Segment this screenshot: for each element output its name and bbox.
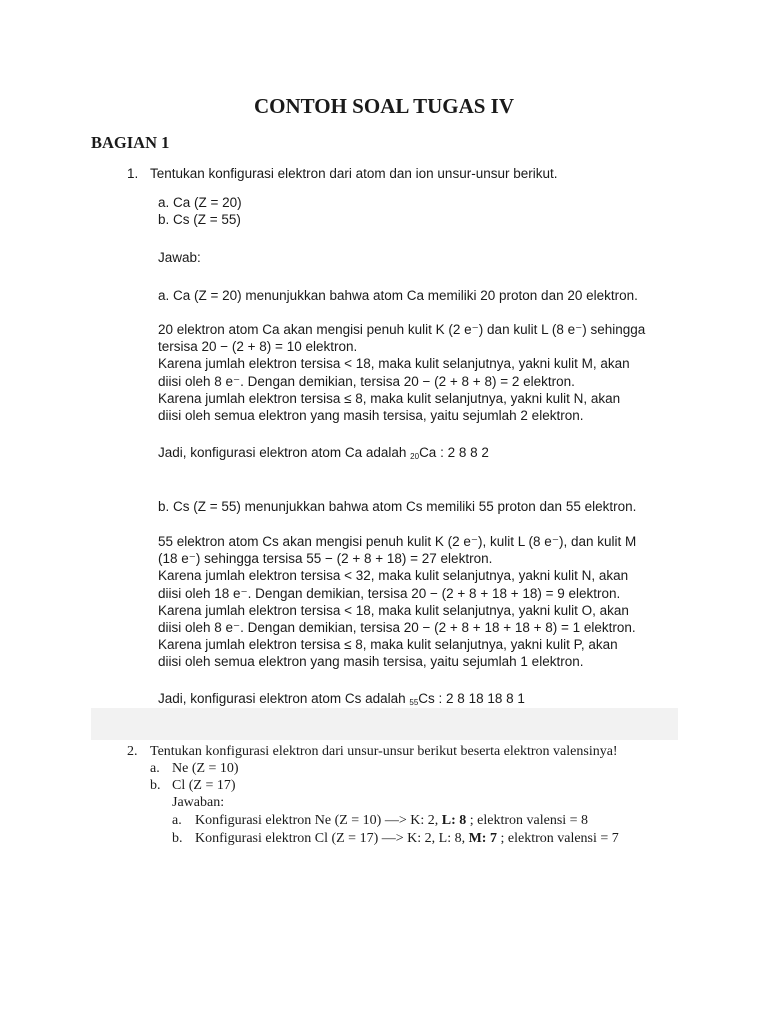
ne-valence-shell: L: 8: [441, 813, 467, 828]
cs-line: diisi oleh semua elektron yang masih tersisa, yaitu sejumlah 1 elektron.: [158, 654, 584, 670]
cl-valence-shell: M: 7: [468, 831, 497, 846]
separator-band: [91, 708, 678, 740]
section-heading: BAGIAN 1: [91, 133, 170, 152]
ca-line: 20 elektron atom Ca akan mengisi penuh kulit K (2 e⁻) dan kulit L (8 e⁻) sehingga: [158, 322, 646, 337]
cs-explanation: [158, 533, 636, 671]
cs-line: Karena jumlah elektron tersisa < 18, maka kulit selanjutnya, yakni kulit O, akan: [158, 602, 629, 618]
cs-line: Karena jumlah elektron tersisa < 32, maka kulit selanjutnya, yakni kulit N, akan: [158, 568, 629, 584]
q2-answer-label: Jawaban:: [172, 795, 225, 810]
option-b: b. Cs (Z = 55): [158, 212, 241, 228]
question-2-text: Tentukan konfigurasi elektron dari unsur-unsur berikut beserta elektron valensinya!: [150, 744, 618, 759]
ca-line: Karena jumlah elektron tersisa ≤ 8, maka kulit selanjutnya, yakni kulit N, akan: [158, 390, 621, 406]
ca-line: diisi oleh semua elektron yang masih tersisa, yaitu sejumlah 2 elektron.: [158, 408, 584, 424]
ca-conclusion: Jadi, konfigurasi elektron atom Ca adalah $_{20}$Ca : 2 8 8 2: [158, 445, 489, 461]
ca-line: diisi oleh 8 e⁻. Dengan demikian, tersisa 20 − (2 + 8 + 8) = 2 elektron.: [158, 373, 575, 389]
ca-intro: a. Ca (Z = 20) menunjukkan bahwa atom Ca memiliki 20 proton dan 20 elektron.: [158, 288, 638, 303]
question-2-number: 2.: [127, 744, 138, 759]
ca-subscript: 20: [410, 452, 420, 461]
q2-option-a: Ne (Z = 10): [172, 761, 239, 776]
question-1-options: [158, 194, 242, 228]
cs-line: diisi oleh 18 e⁻. Dengan demikian, tersisa 20 − (2 + 8 + 18 + 18) = 9 elektron.: [158, 585, 621, 601]
cs-line: diisi oleh 8 e⁻. Dengan demikian, tersisa 20 − (2 + 8 + 18 + 18 + 8) = 1 elektron.: [158, 620, 636, 636]
cs-intro: b. Cs (Z = 55) menunjukkan bahwa atom Cs memiliki 55 proton dan 55 elektron.: [158, 499, 637, 514]
cs-line: (18 e⁻) sehingga tersisa 55 − (2 + 8 + 18) = 27 elektron.: [158, 551, 493, 567]
q2-answer-b: Konfigurasi elektron Cl (Z = 17) —> K: 2, L: 8, M: 7 ; elektron valensi = 7: [195, 831, 619, 846]
ca-explanation: [158, 321, 645, 424]
q2-answer-b-letter: b.: [172, 831, 183, 846]
cs-conclusion: Jadi, konfigurasi elektron atom Cs adalah $_{55}$Cs : 2 8 18 18 8 1: [158, 691, 525, 707]
cs-line: 55 elektron atom Cs akan mengisi penuh kulit K (2 e⁻), kulit L (8 e⁻), dan kulit M: [158, 534, 637, 549]
q2-answer-a: Konfigurasi elektron Ne (Z = 10) —> K: 2, L: 8 ; elektron valensi = 8: [195, 813, 589, 828]
q2-option-b: Cl (Z = 17): [172, 778, 236, 793]
cs-line: Karena jumlah elektron tersisa ≤ 8, maka kulit selanjutnya, yakni kulit P, akan: [158, 637, 618, 653]
answer-label: Jawab:: [158, 250, 201, 265]
document-title: CONTOH SOAL TUGAS IV: [253, 94, 515, 118]
q2-option-a-letter: a.: [150, 761, 160, 776]
question-1-number: 1.: [127, 166, 139, 181]
question-1-text: Tentukan konfigurasi elektron dari atom dan ion unsur-unsur berikut.: [150, 166, 558, 181]
cs-subscript: 55: [409, 698, 419, 707]
ca-line: Karena jumlah elektron tersisa < 18, maka kulit selanjutnya, yakni kulit M, akan: [158, 356, 630, 372]
ca-line: tersisa 20 − (2 + 8) = 10 elektron.: [158, 339, 358, 355]
q2-option-b-letter: b.: [150, 778, 161, 793]
q2-answer-a-letter: a.: [172, 813, 182, 828]
option-a: a. Ca (Z = 20): [158, 195, 242, 210]
